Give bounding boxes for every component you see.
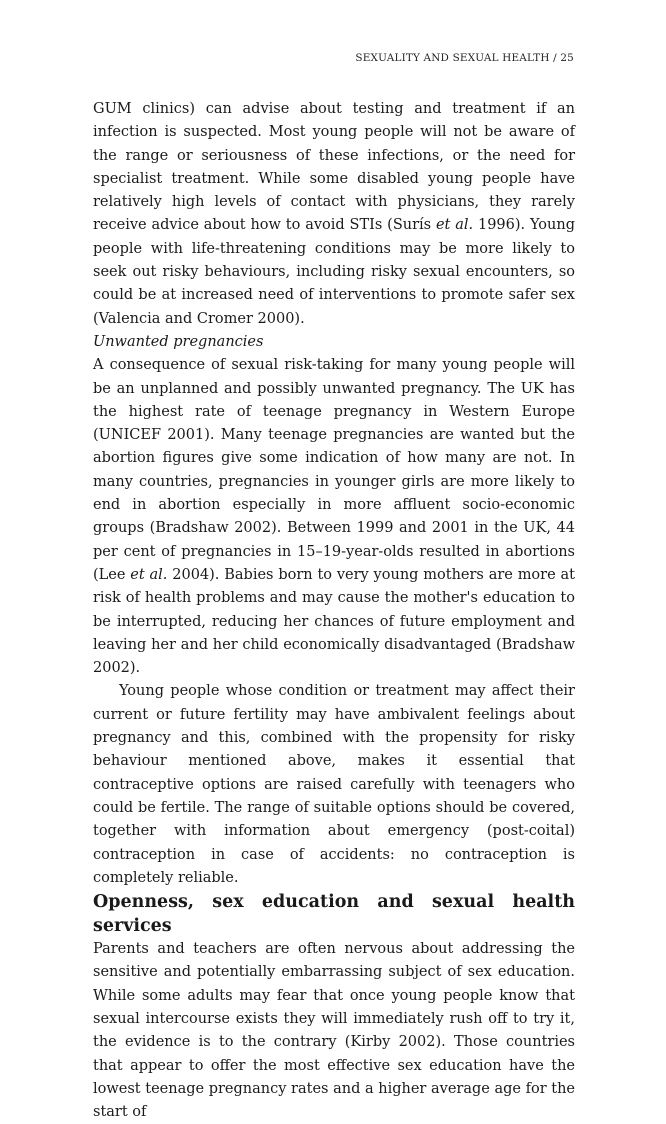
- paragraph-1-text-a: GUM clinics) can advise about testing and treatment if an infection is suspected. Most young people will not be aware of the range or seriousness of these infections, or the need for specialist treatment. While some disabled young people have relatively high levels of contact with physicians, they rarely receive advice about how to avoid STIs (Surís: [93, 101, 575, 234]
- citation-et-al: et al.: [435, 217, 474, 234]
- header-separator: /: [553, 52, 557, 64]
- paragraph-2-text-a: A consequence of sexual risk-taking for many young people will be an unplanned and possibly unwanted pregnancy. The UK has the highest rate of teenage pregnancy in Western Europe (UNICEF 2001). Many teenage pregnancies are wanted but the abortion figures give some indication of how many are not. In many countries, pregnancies in younger girls are more likely to end in abortion especially in more affluent socio-economic groups (Bradshaw 2002). Between 1999 and 2001 in the UK, 44 per cent of pregnancies in 15–19-year-olds resulted in abortions (Lee: [93, 357, 575, 583]
- running-header: [355, 52, 574, 64]
- paragraph-1-text-b: 1996). Young people with life-threatening conditions may be more likely to seek out risky behaviours, including risky sexual encounters, so could be at increased need of interventions to promote safer sex (Valencia and Cromer 2000).: [93, 217, 575, 327]
- page-number: 25: [560, 52, 574, 64]
- citation-et-al: et al.: [130, 566, 168, 583]
- paragraph-unwanted-pregnancies: [93, 354, 575, 680]
- paragraph-sex-education: Parents and teachers are often nervous about addressing the sensitive and potentially embarrassing subject of sex education. While some adults may fear that once young people know that sexual intercourse exists they will immediately rush off to try it, the evidence is to the contrary (Kirby 2002). Those countries that appear to offer the most effective sex education have the lowest teenage pregnancy rates and a higher average age for the start of: [93, 941, 575, 1121]
- body-text: [93, 98, 575, 1124]
- running-head-title: SEXUALITY AND SEXUAL HEALTH: [355, 52, 550, 64]
- paragraph-sti-advice: [93, 98, 575, 331]
- section-heading-openness: Openness, sex education and sexual health services: [93, 892, 575, 937]
- paragraph-fertility: Young people whose condition or treatment may affect their current or future fertility may have ambivalent feelings about pregnancy and this, combined with the propensity for risky behaviour mentioned above, makes it essential that contraceptive options are raised carefully with teenagers who could be fertile. The range of suitable options should be covered, together with information about emergency (post-coital) contraception in case of accidents: no contraception is completely reliable.: [93, 683, 575, 886]
- paragraph-2-text-b: 2004). Babies born to very young mothers are more at risk of health problems and may cause the mother's education to be interrupted, reducing her chances of future employment and leaving her and her child economically disadvantaged (Bradshaw 2002).: [93, 566, 575, 677]
- subheading-unwanted-pregnancies: Unwanted pregnancies: [93, 333, 264, 350]
